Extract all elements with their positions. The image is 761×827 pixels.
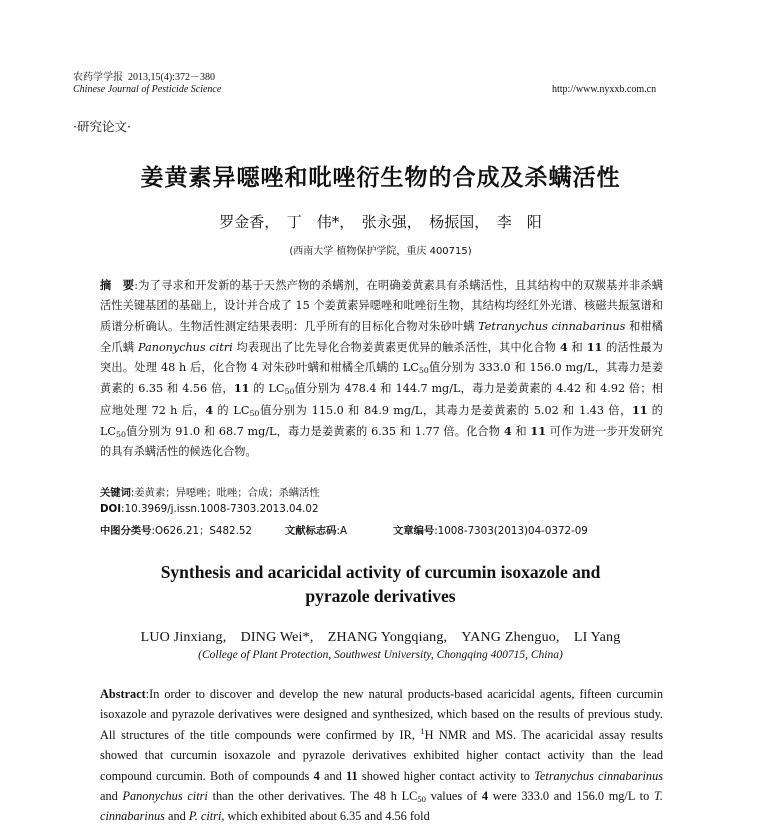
species-name: Tetranychus cinnabarinus [478, 319, 626, 333]
authors-en: LUO Jinxiang, DING Wei*, ZHANG Yongqiang, YANG Zhenguo, LI Yang [140, 630, 621, 645]
species-name: Tetranychus cinnabarinus [534, 768, 663, 783]
journal-header-cn [73, 68, 215, 83]
compound-number: 4 [559, 339, 568, 354]
title-en-line1: Synthesis and acaricidal activity of curcumin isoxazole and [160, 562, 601, 582]
authors-cn: 罗金香， 丁 伟*， 张永强， 杨振国， 李 阳 [219, 213, 542, 231]
title-cn: 姜黄素异噁唑和吡唑衍生物的合成及杀螨活性 [140, 165, 621, 191]
compound-number: 4 [481, 789, 489, 804]
compound-number: 11 [586, 339, 603, 354]
citation: 2013,15(4):372－380 [128, 72, 215, 83]
species-name: Panonychus citri [138, 340, 233, 354]
compound-number: 4 [313, 768, 320, 783]
doi [100, 503, 319, 515]
affiliation-en: (College of Plant Protection, Southwest University, Chongqing 400715, China) [198, 649, 563, 661]
column-label: ·研究论文· [73, 119, 131, 134]
abstract-en-label: Abstract [100, 687, 146, 701]
compound-number: 11 [233, 381, 250, 396]
species-name: P. citri [188, 809, 222, 824]
affiliation-cn: (西南大学 植物保护学院，重庆 400715) [289, 246, 472, 257]
journal-name-cn: 农药学学报 [73, 72, 123, 83]
compound-number: 11 [631, 402, 648, 417]
compound-number: 11 [530, 424, 546, 439]
compound-number: 11 [346, 768, 358, 783]
journal-url[interactable]: http://www.nyxxb.com.cn [552, 84, 657, 95]
compound-number: 4 [205, 402, 214, 417]
abstract-en: Abstract:In order to discover and develop the new natural products-based acaricidal agents, fifteen curcumin isoxazole and pyrazole derivatives were designed and synthesized, which based on the results of previous study. All structures of the title compounds were confirmed by IR, $^1$H NMR and MS. The acaricidal assay results showed that curcumin isoxazole and pyrazole derivatives exhibited higher contact activity than the lead compound curcumin. Both of compounds 4 and 11 showed higher contact activity to Tetranychus cinnabarinus and Panonychus citri than the other derivatives. The 48 h $LC_{50}$ values of 4 were 333.0 and 156.0 mg/L to T. cinnabarinus and P. citri, which exhibited about 6.35 and 4.56 fold [100, 687, 663, 824]
document-code: 文献标志码:A [285, 525, 347, 537]
abstract-cn-label: 摘 要 [100, 279, 135, 292]
abstract-cn: 摘 要:为了寻求和开发新的基于天然产物的杀螨剂，在明确姜黄素具有杀螨活性，且其结构中的双羰基并非杀螨活性关键基团的基础上，设计并合成了 15 个姜黄素异噁唑和吡唑衍生物，其结构均经红外光谱、核磁共振氢谱和质谱分析确认。生物活性测定结果表明：几乎所有的目标化合物对朱砂叶螨 Tetranychus cinnabarinus 和柑橘全爪螨 Panonychus citri 均表现出了比先导化合物姜黄素更优异的触杀活性，其中化合物 4 和 11 的活性最为突出。处理 48 h 后，化合物 4 对朱砂叶螨和柑橘全爪螨的 $LC_{50}$值分别为 333.0 和 156.0 mg/L，其毒力是姜黄素的 6.35 和 4.56 倍，11 的 $LC_{50}$值分别为 478.4 和 144.7 mg/L，毒力是姜黄素的 4.42 和 4.92 倍；相应地处理 72 h 后，4 的 $LC_{50}$值分别为 115.0 和 84.9 mg/L，其毒力是姜黄素的 5.02 和 1.43 倍，11 的 $LC_{50}$值分别为 91.0 和 68.7 mg/L，毒力是姜黄素的 6.35 和 1.77 倍。化合物 4 和 11 可作为进一步开发研究的具有杀螨活性的候选化合物。 [100, 279, 664, 459]
article-number: 文章编号:1008-7303(2013)04-0372-09 [393, 525, 588, 537]
doi-value[interactable]: :10.3969/j.issn.1008-7303.2013.04.02 [121, 503, 319, 515]
species-name: Panonychus citri [122, 789, 208, 804]
classification-number: 中图分类号:O626.21；S482.52 [100, 525, 252, 537]
compound-number: 4 [503, 424, 512, 439]
keywords-label: 关键词 [100, 487, 131, 499]
journal-name-en: Chinese Journal of Pesticide Science [73, 84, 222, 95]
title-en-line2: pyrazole derivatives [305, 586, 456, 606]
doi-label: DOI [100, 503, 122, 515]
species-name: T. cinnabarinus [100, 789, 663, 824]
keywords-cn: 关键词:姜黄素；异噁唑；吡唑；合成；杀螨活性 [100, 487, 320, 499]
